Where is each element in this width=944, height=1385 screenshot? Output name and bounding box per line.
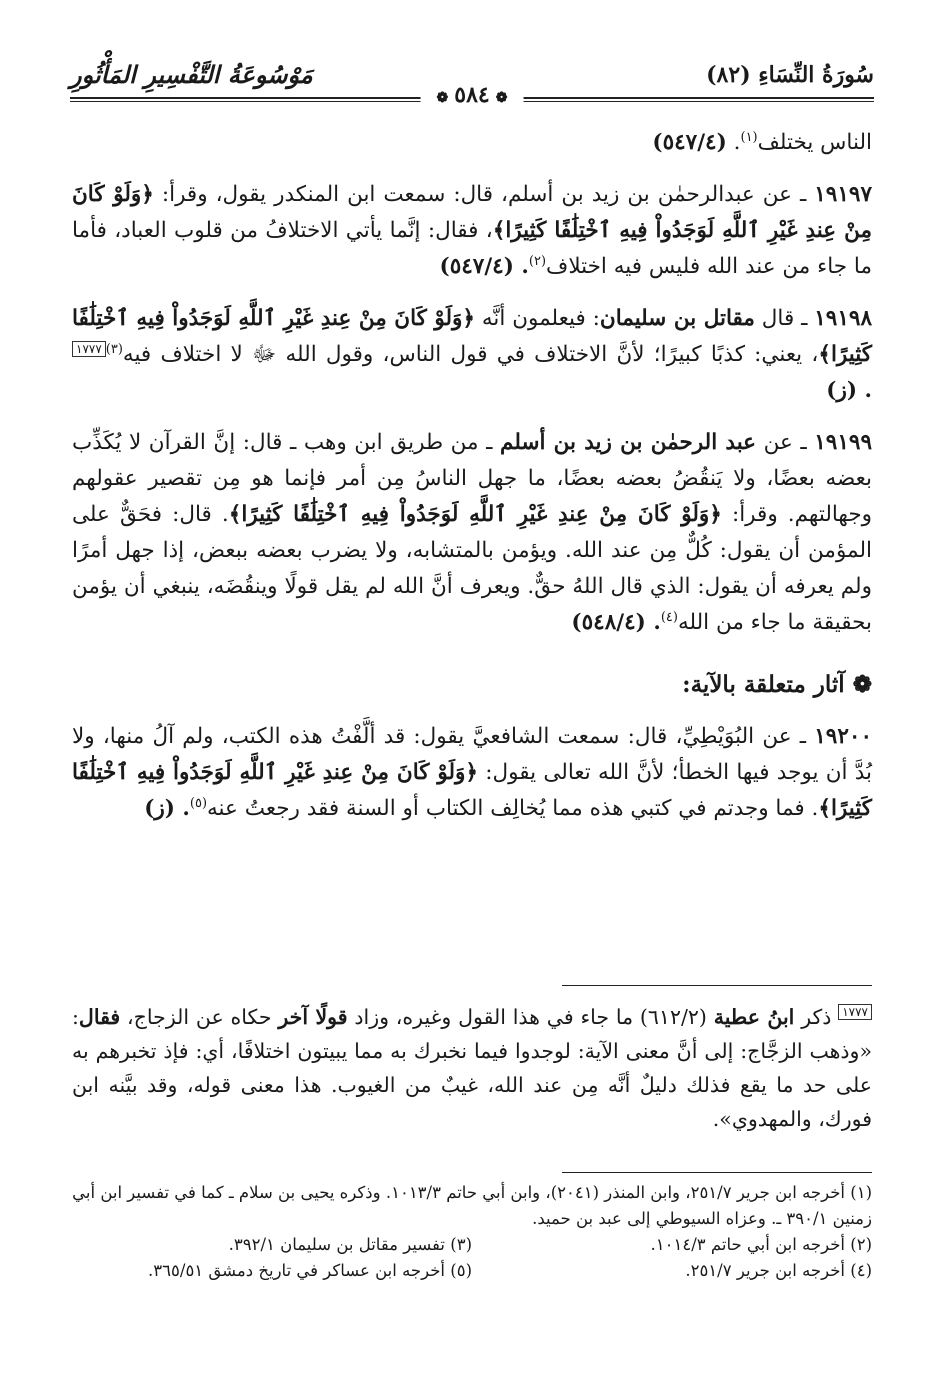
- commentary-note: [72, 1000, 872, 1136]
- text: : فيعلمون أنَّه: [475, 306, 600, 331]
- text: ، فقال: إنَّما يأتي الاختلافُ من قلوب العباد، فأما ما جاء من عند الله فليس فيه اختلاف: [72, 218, 872, 279]
- text: ، يعني: كذبًا كبيرًا؛ لأنَّ الاختلاف في قول الناس، وقول الله ﷻ لا اختلاف فيه: [122, 342, 819, 367]
- source-ref: . (٥٤٨/٤): [571, 610, 661, 635]
- emphasis-text: قولًا آخر: [278, 1005, 348, 1029]
- athar-paragraph: [72, 301, 872, 409]
- text: (٦١٢/٢) ما جاء في هذا القول وغيره، وزاد: [347, 1005, 714, 1029]
- commentary-marker: ١٧٧٧: [72, 341, 106, 357]
- athar-paragraph: [72, 177, 872, 285]
- text: ـ قال: [754, 306, 815, 331]
- source-ref: (٥٤٧/٤): [652, 130, 727, 155]
- source-ref: . (٥٤٧/٤): [439, 254, 529, 279]
- commentary-marker: ١٧٧٧: [838, 1004, 872, 1020]
- section-heading: [72, 667, 872, 703]
- athar-number: ١٩١٩٩: [814, 430, 872, 455]
- athar-paragraph: [72, 425, 872, 641]
- footnote-marker: (٥): [189, 795, 208, 811]
- scholar-name: ابنُ عطية: [713, 1005, 795, 1029]
- quran-verse: ﴿وَلَوْ كَانَ مِنْ عِندِ غَيْرِ ٱللَّهِ لَوَجَدُواْ فِيهِ ٱخْتِلَٰفًا كَثِيرًا﴾: [72, 760, 872, 821]
- text: ذكر: [794, 1005, 839, 1029]
- commentary-rule: [562, 985, 872, 986]
- text: : «وذهب الزجَّاج: إلى أنَّ معنى الآية: لوجدوا فيما نخبرك به مما يبيتون اختلافًا، أي: فإذ تخبرهم به على حد ما يقع فذلك دليلٌ أنَّه مِن عند الله، غيبٌ من الغيوب. هذا معنى قوله، وقد بيَّنه ابن فورك، والمهدوي».: [72, 1005, 872, 1131]
- emphasis-text: فقال: [78, 1005, 121, 1029]
- ornament-icon: ❁: [495, 90, 508, 106]
- paragraph-continuation: [72, 125, 872, 161]
- main-text: [72, 125, 872, 843]
- footnote-3: (٣) تفسير مقاتل بن سليمان ٣٩٢/١.: [228, 1235, 472, 1254]
- book-title: مَوْسُوعَةُ التَّفْسِيرِ المَأْثُورِ: [70, 60, 313, 89]
- text: .: [733, 130, 741, 155]
- text: ـ عن: [756, 430, 815, 455]
- text: حكاه عن الزجاج،: [120, 1005, 279, 1029]
- footnote-row: [72, 1232, 872, 1258]
- page-number: ٥٨٤: [454, 82, 490, 108]
- footnotes-rule: [562, 1172, 872, 1173]
- footnote-4: (٤) أخرجه ابن جرير ٢٥١/٧.: [685, 1261, 872, 1280]
- footnote-marker: (٣): [105, 341, 123, 357]
- text: ـ عن عبدالرحمٰن بن زيد بن أسلم، قال: سمعت ابن المنكدر يقول، وقرأ:: [153, 182, 815, 207]
- text: ـ عن البُوَيْطِيِّ، قال: سمعت الشافعيَّ يقول: قد ألَّفْتُ هذه الكتب، ولم آلُ منها، ولا بُدَّ أن يوجد فيها الخطأ؛ لأنَّ الله تعالى يقول:: [72, 724, 872, 785]
- footnote-5: (٥) أخرجه ابن عساكر في تاريخ دمشق ٣٦٥/٥١.: [148, 1261, 472, 1280]
- athar-number: ١٩١٩٧: [814, 182, 872, 207]
- narrator-name: عبد الرحمٰن بن زيد بن أسلم: [500, 430, 757, 455]
- text: ـ من طريق ابن وهب ـ قال: إنَّ القرآن لا يُكَذِّب بعضه بعضًا، ولا يَنقُضُ بعضه بعضًا، ما جهل الناسُ مِن أمر فإنما هو مِن تقصير عقولهم وجهالتهم. وقرأ:: [72, 430, 873, 527]
- quran-verse: ﴿وَلَوْ كَانَ مِنْ عِندِ غَيْرِ ٱللَّهِ لَوَجَدُواْ فِيهِ ٱخْتِلَٰفًا كَثِيرًا﴾: [72, 306, 872, 367]
- quran-verse: ﴿وَلَوْ كَانَ مِنْ عِندِ غَيْرِ ٱللَّهِ لَوَجَدُواْ فِيهِ ٱخْتِلَٰفًا كَثِيرًا﴾: [228, 502, 722, 527]
- footnote-row: [72, 1258, 872, 1284]
- source-ref: . (ز): [144, 796, 190, 821]
- text: . قال: فحَقٌّ على المؤمن أن يقول: كُلٌّ مِن عند الله. ويؤمن بالمتشابه، ولا يضرب بعضه ببعض، إذا جهل أمرًا ولم يعرفه أن يقول: الذي قال اللهُ حقٌّ. ويعرف أنَّ الله لم يقل قولًا وينقُضَه، ينبغي أن يؤمن بحقيقة ما جاء من الله: [72, 502, 872, 635]
- footnote-marker: (٢): [528, 253, 547, 269]
- flower-icon: ❁: [852, 671, 872, 698]
- narrator-name: مقاتل بن سليمان: [599, 306, 755, 331]
- text: . فما وجدتم في كتبي هذه مما يُخالِف الكتاب أو السنة فقد رجعتُ عنه: [207, 796, 819, 821]
- text: الناس يختلف: [757, 130, 872, 155]
- page-number-block: [421, 82, 524, 108]
- footnote-2: (٢) أخرجه ابن أبي حاتم ١٠١٤/٣.: [650, 1235, 872, 1254]
- athar-number: ١٩٢٠٠: [814, 724, 872, 749]
- footnote-1: (١) أخرجه ابن جرير ٢٥١/٧، وابن المنذر (٢٠٤١)، وابن أبي حاتم ١٠١٣/٣. وذكره يحيى بن سلام ـ كما في تفسير ابن أبي زمنين ٣٩٠/١ ـ. وعزاه السيوطي إلى عبد بن حميد.: [72, 1183, 872, 1228]
- quran-verse: ﴿وَلَوْ كَانَ مِنْ عِندِ غَيْرِ ٱللَّهِ لَوَجَدُواْ فِيهِ ٱخْتِلَٰفًا كَثِيرًا﴾: [72, 182, 872, 243]
- athar-paragraph: [72, 719, 872, 827]
- athar-number: ١٩١٩٨: [814, 306, 872, 331]
- footnote-marker: (٤): [660, 609, 678, 625]
- sura-title: سُورَةُ النِّسَاءِ (٨٢): [706, 62, 874, 88]
- source-ref: . (ز): [826, 378, 872, 403]
- footnotes: [72, 1180, 872, 1284]
- page-header: [70, 52, 874, 107]
- section-heading-text: آثار متعلقة بالآية:: [682, 671, 845, 698]
- footnote-marker: (١): [740, 129, 758, 145]
- ornament-icon: ❁: [436, 90, 449, 106]
